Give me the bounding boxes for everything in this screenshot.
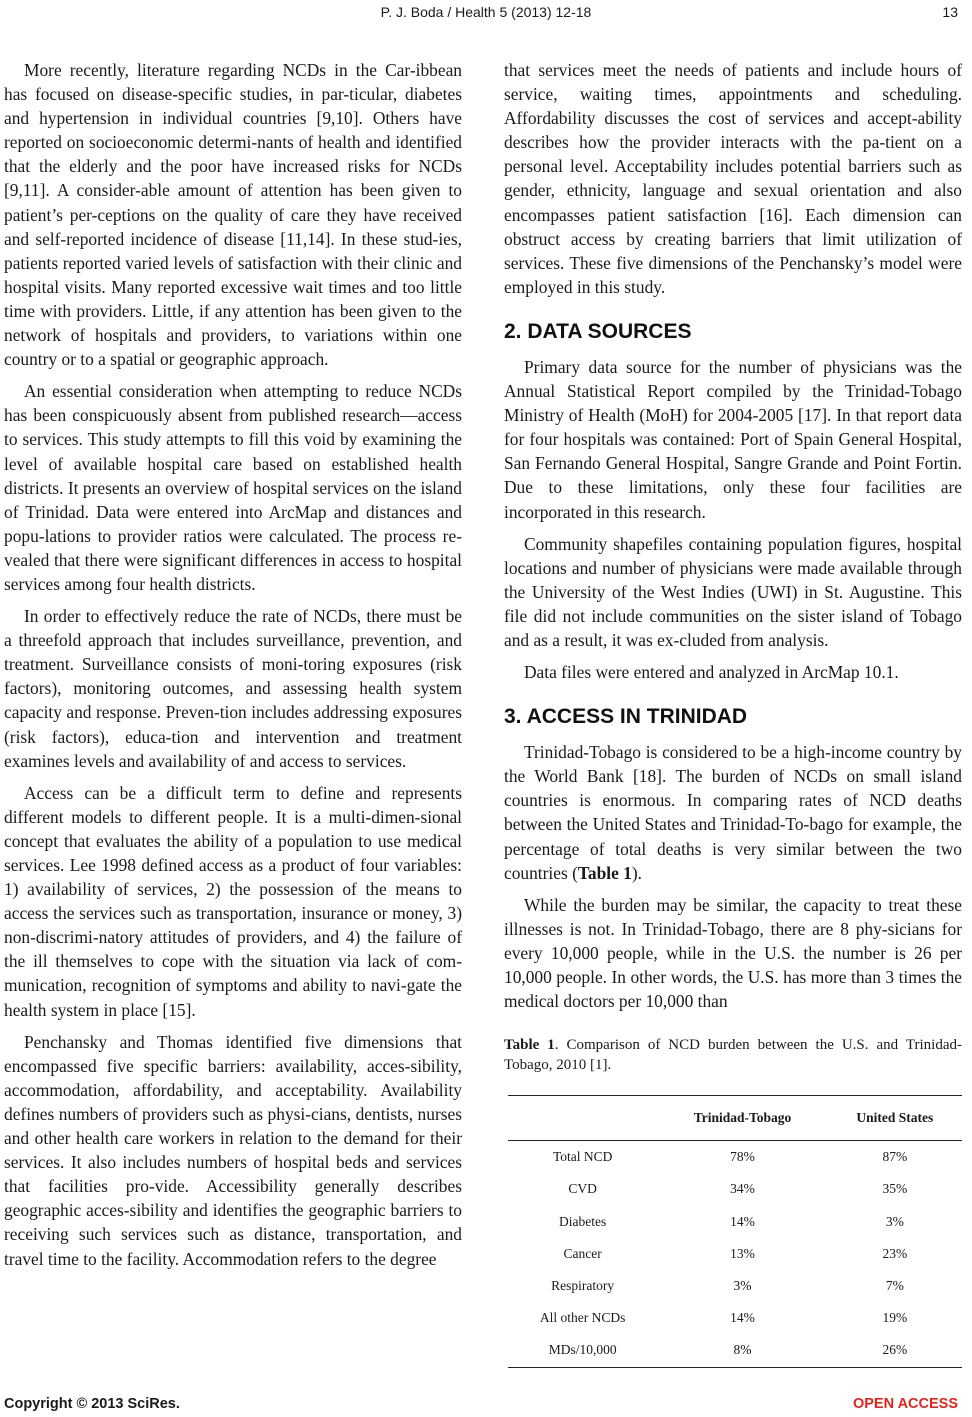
ncd-comparison-table	[508, 1095, 962, 1367]
table-header-cell: United States	[828, 1096, 962, 1141]
open-access-label: OPEN ACCESS	[852, 1396, 958, 1412]
paragraph	[504, 740, 962, 885]
paragraph: More recently, literature regarding NCDs in the Car-ibbean has focused on disease-specific studies, in par-ticular, diabetes and hypertension in individual countries [9,10]. Others have reported on socioeconomic determi-nants of health and identified that the elderly and the poor have increased risks for NCDs [9,11]. A consider-able amount of attention has been given to patient’s per-ceptions on the quality of care they have received and self-reported incidence of disease [11,14]. In these stud-ies, patients reported varied levels of satisfaction with their clinic and hospital visits. Many reported excessive wait times and too little time with providers. Little, if any attention has been given to the network of hospitals and providers, to variations within one country or to a spatial or geographic approach.	[4, 60, 462, 370]
table-cell: 14%	[730, 1310, 755, 1326]
table-cell: 8%	[657, 1334, 827, 1367]
table-cell: 7%	[885, 1278, 904, 1294]
table-cell: Cancer	[563, 1245, 602, 1261]
table-cell: 23%	[882, 1245, 908, 1261]
table-cell: Total NCD	[552, 1149, 613, 1165]
table-header-cell: Trinidad-Tobago	[657, 1096, 827, 1141]
table-reference-link[interactable]: Table 1	[577, 862, 632, 883]
page-number: 13	[942, 4, 958, 20]
table-row	[508, 1334, 962, 1367]
paragraph: An essential consideration when attempting to reduce NCDs has been conspicuously absent from published research—access to services. This study attempts to fill this void by examining the level of available hospital care based on established health districts. It presents an overview of hospital services on the island of Trinidad. Data were entered into ArcMap and distances and popu-lations to provider ratios were calculated. The process re-vealed that there were significant differences in access to hospital services among four health districts.	[4, 381, 462, 594]
table-row	[508, 1302, 962, 1334]
table-cell: 87%	[882, 1149, 908, 1165]
paragraph: that services meet the needs of patients and include hours of service, waiting times, appointments and scheduling. Affordability discusses the cost of services and accept-ability describes how the provider interacts with the pa-tient on a personal level. Acceptability includes potential barriers such as gender, ethnicity, language and sexual orientation and also encompasses patient satisfaction [16]. Each dimension can obstruct access by creating barriers that limit utilization of services. These five dimensions of the Penchansky’s model were employed in this study.	[504, 60, 962, 297]
table-cell: MDs/10,000	[508, 1334, 657, 1367]
left-column	[4, 58, 462, 1271]
table-row	[508, 1270, 962, 1302]
table-cell: 26%	[828, 1334, 962, 1367]
table-cell: 78%	[730, 1149, 755, 1165]
running-title: P. J. Boda / Health 5 (2013) 12-18	[380, 4, 592, 20]
table-cell: 13%	[730, 1245, 755, 1261]
section-heading-data-sources: 2. DATA SOURCES	[504, 319, 692, 343]
table-row	[508, 1238, 962, 1270]
table-cell: 19%	[882, 1310, 908, 1326]
table-cell: CVD	[568, 1181, 597, 1197]
table-cell: 14%	[730, 1213, 755, 1229]
paragraph: Data files were entered and analyzed in ArcMap 10.1.	[524, 662, 899, 683]
table-cell: 3%	[733, 1278, 752, 1294]
table-cell: Respiratory	[551, 1278, 615, 1294]
table-header-row	[508, 1096, 962, 1141]
paragraph-text-end: ).	[631, 862, 642, 883]
table-caption-text: . Comparison of NCD burden between the U.S. and Trinidad-Tobago, 2010 [1].	[504, 1037, 962, 1074]
right-column	[504, 58, 962, 1368]
table-caption-label: Table 1	[504, 1037, 555, 1054]
table-row	[508, 1206, 962, 1238]
table-cell: 35%	[882, 1181, 908, 1197]
paragraph-text: Trinidad-Tobago is considered to be a high-income country by the World Bank [18]. The burden of NCDs on small island countries is enormous. In comparing rates of NCD deaths between the United States and Trinidad-To-bago for example, the percentage of total deaths is very similar between the two countries (	[504, 742, 962, 883]
paragraph: In order to effectively reduce the rate of NCDs, there must be a threefold approach that includes surveillance, prevention, and treatment. Surveillance consists of moni-toring exposures (risk factors), monitoring outcomes, and assessing health system capacity and response. Preven-tion includes addressing exposures (risk factors), educa-tion and intervention and treatment examines levels and availability of and access to services.	[4, 606, 462, 771]
paragraph: Access can be a difficult term to define and represents different models to different people. It is a multi-dimen-sional concept that evaluates the ability of a population to use medical services. Lee 1998 defined access as a product of four variables: 1) availability of services, 2) the possession of the means to access the services such as transportation, insurance or money, 3) non-discrimi-natory attitudes of providers, and 4) the failure of the ill themselves to cope with the situation via lack of com-munication, recognition of symptoms and ability to navi-gate the health system in place [15].	[4, 782, 462, 1020]
paragraph: Community shapefiles containing population figures, hospital locations and number of physicians were made available through the University of the West Indies (UWI) in St. Augustine. This file did not include communities on the sister island of Tobago and as a result, it was ex-cluded from analysis.	[504, 533, 962, 650]
table-row	[508, 1173, 962, 1205]
table-cell: All other NCDs	[539, 1310, 626, 1326]
paragraph: While the burden may be similar, the capacity to treat these illnesses is not. In Trinidad-Tobago, there are 8 phy-sicians for every 10,000 people, while in the U.S. the number is 26 per 10,000 people. In other words, the U.S. has more than 3 times the medical doctors per 10,000 than	[504, 894, 962, 1012]
table-row	[508, 1141, 962, 1174]
table-cell: Diabetes	[559, 1213, 607, 1229]
paragraph: Penchansky and Thomas identified five dimensions that encompassed five specific barriers: availability, acces-sibility, accommodation, affordability, and acceptability. Availability defines numbers of providers such as physi-cians, dentists, nurses and other health care workers in relation to the demand for their services. It also includes numbers of hospital beds and services that facilities pro-vide. Accessibility generally describes geographic acces-sibility and identifies the geographic barriers to receiving such services such as distance, transportation, and travel time to the facility. Accommodation refers to the degree	[4, 1031, 462, 1269]
section-heading-access: 3. ACCESS IN TRINIDAD	[504, 705, 748, 729]
table-cell: 3%	[885, 1213, 904, 1229]
table-caption	[504, 1035, 962, 1075]
table-cell: 34%	[730, 1181, 755, 1197]
copyright-notice: Copyright © 2013 SciRes.	[4, 1396, 180, 1412]
table-header-cell	[508, 1096, 657, 1141]
paragraph: Primary data source for the number of physicians was the Annual Statistical Report compiled by the Trinidad-Tobago Ministry of Health (MoH) for 2004-2005 [17]. In that report data for four hospitals was contained: Port of Spain General Hospital, San Fernando General Hospital, Sangre Grande and Point Fortin. Due to these limitations, only these four facilities are incorporated in this research.	[504, 356, 962, 522]
